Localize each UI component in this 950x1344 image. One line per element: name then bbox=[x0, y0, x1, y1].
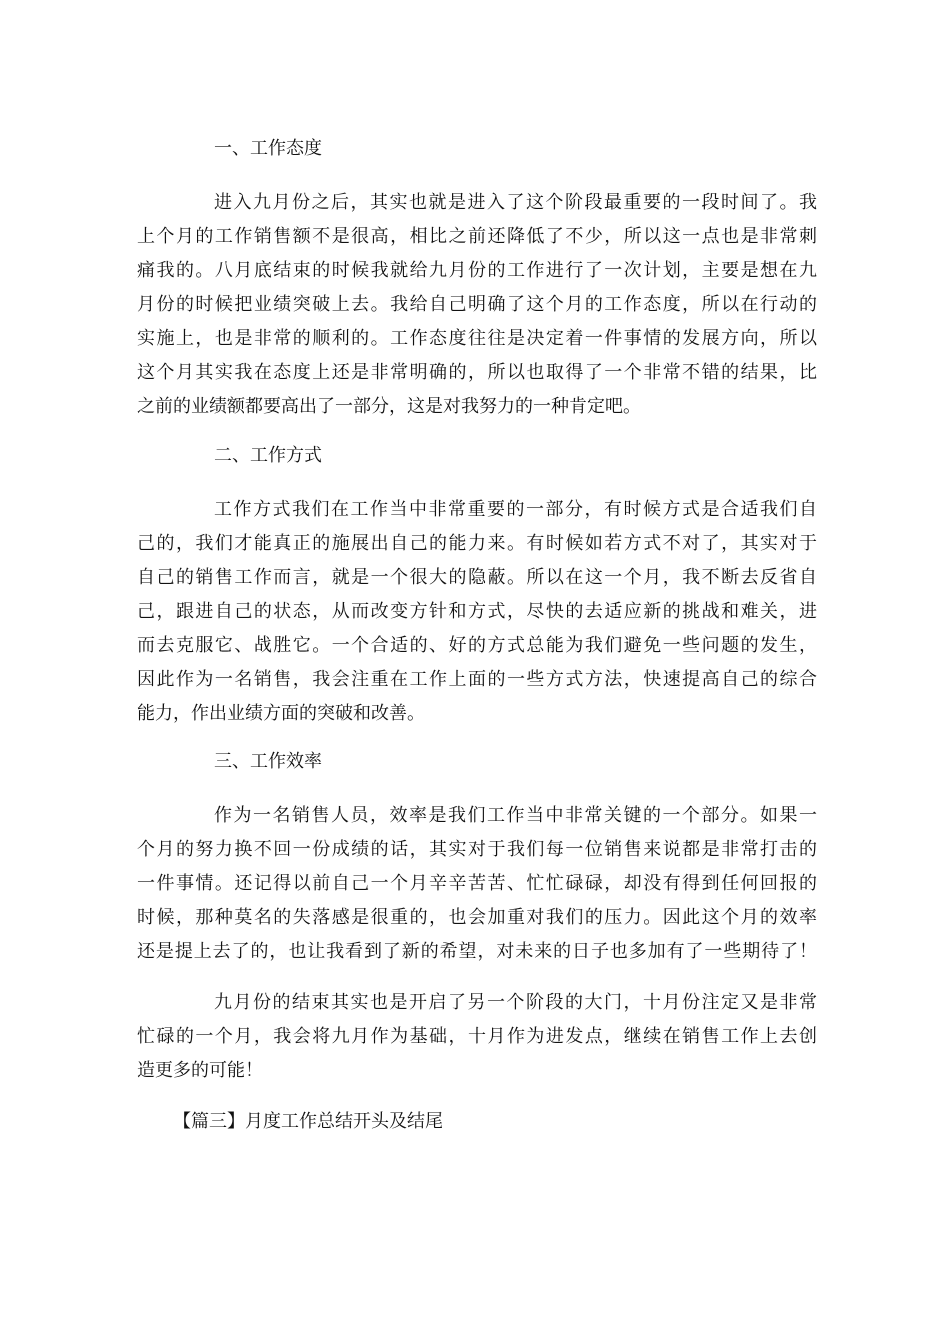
paragraph-line: 时候，那种莫名的失落感是很重的，也会加重对我们的压力。因此这个月的效率 bbox=[137, 907, 817, 928]
paragraph-line: 九月份的结束其实也是开启了另一个阶段的大门，十月份注定又是非常 bbox=[214, 992, 817, 1013]
paragraph-method bbox=[137, 498, 817, 736]
paragraph-line: 而去克服它、战胜它。一个合适的、好的方式总能为我们避免一些问题的发生， bbox=[137, 635, 817, 656]
paragraph-line: 能力，作出业绩方面的突破和改善。 bbox=[137, 703, 425, 724]
paragraph-line: 自己的销售工作而言，就是一个很大的隐蔽。所以在这一个月，我不断去反省自 bbox=[137, 567, 817, 588]
paragraph-line: 进入九月份之后，其实也就是进入了这个阶段最重要的一段时间了。我 bbox=[214, 192, 817, 213]
section-heading-method: 二、工作方式 bbox=[214, 445, 322, 466]
paragraph-line: 实施上，也是非常的顺利的。工作态度往往是决定着一件事情的发展方向，所以 bbox=[137, 328, 817, 349]
paragraph-line: 己，跟进自己的状态，从而改变方针和方式，尽快的去适应新的挑战和难关，进 bbox=[137, 601, 817, 622]
paragraph-line: 月份的时候把业绩突破上去。我给自己明确了这个月的工作态度，所以在行动的 bbox=[137, 294, 817, 315]
paragraph-line: 痛我的。八月底结束的时候我就给九月份的工作进行了一次计划，主要是想在九 bbox=[137, 260, 817, 281]
paragraph-line: 因此作为一名销售，我会注重在工作上面的一些方式方法，快速提高自己的综合 bbox=[137, 669, 817, 690]
paragraph-line: 个月的努力换不回一份成绩的话，其实对于我们每一位销售来说都是非常打击的 bbox=[137, 839, 817, 860]
next-section-title: 【篇三】月度工作总结开头及结尾 bbox=[173, 1111, 443, 1132]
paragraph-line: 之前的业绩额都要高出了一部分，这是对我努力的一种肯定吧。 bbox=[137, 396, 641, 417]
section-heading-attitude: 一、工作态度 bbox=[214, 138, 322, 159]
paragraph-line: 一件事情。还记得以前自己一个月辛辛苦苦、忙忙碌碌，却没有得到任何回报的 bbox=[137, 873, 817, 894]
paragraph-line: 还是提上去了的，也让我看到了新的希望，对未来的日子也多加有了一些期待了！ bbox=[137, 941, 817, 962]
paragraph-attitude bbox=[137, 191, 817, 429]
paragraph-line: 己的，我们才能真正的施展出自己的能力来。有时候如若方式不对了，其实对于 bbox=[137, 533, 817, 554]
paragraph-closing bbox=[137, 991, 817, 1093]
paragraph-line: 上个月的工作销售额不是很高，相比之前还降低了不少，所以这一点也是非常刺 bbox=[137, 226, 817, 247]
paragraph-line: 工作方式我们在工作当中非常重要的一部分，有时候方式是合适我们自 bbox=[214, 499, 817, 520]
paragraph-line: 这个月其实我在态度上还是非常明确的，所以也取得了一个非常不错的结果，比 bbox=[137, 362, 817, 383]
section-heading-efficiency: 三、工作效率 bbox=[214, 751, 322, 772]
paragraph-line: 作为一名销售人员，效率是我们工作当中非常关键的一个部分。如果一 bbox=[214, 805, 817, 826]
paragraph-line: 忙碌的一个月，我会将九月作为基础，十月作为进发点，继续在销售工作上去创 bbox=[137, 1026, 817, 1047]
paragraph-efficiency bbox=[137, 804, 817, 974]
paragraph-line: 造更多的可能！ bbox=[137, 1060, 263, 1081]
